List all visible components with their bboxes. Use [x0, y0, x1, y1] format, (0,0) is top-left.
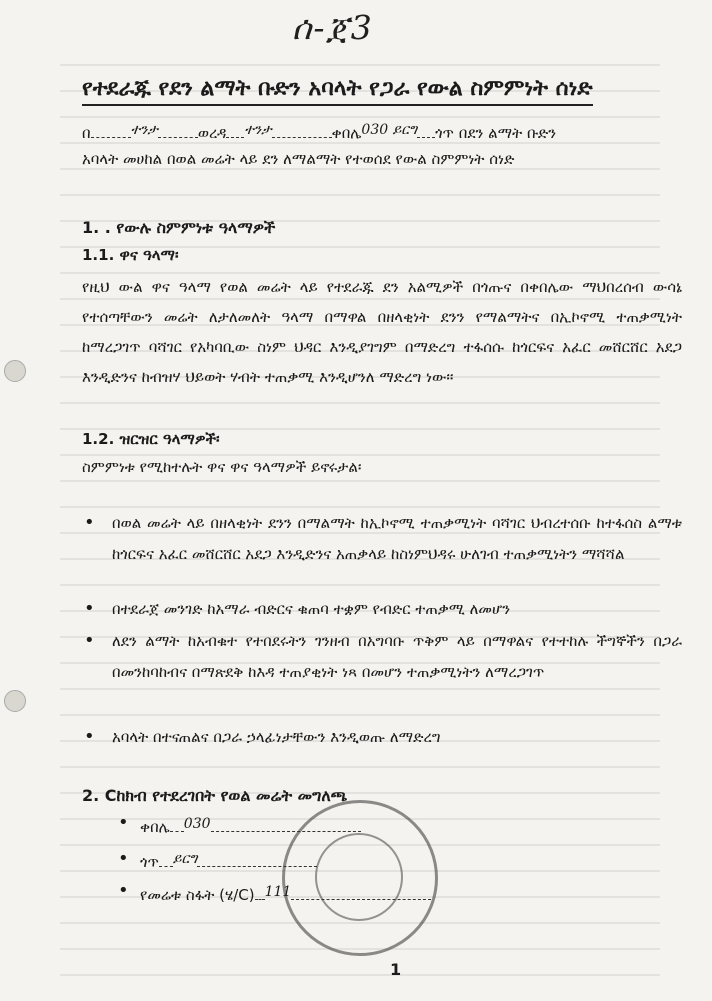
document-title: የተደራጁ የደን ልማት ቡድን አባላት የጋራ የውል ስምምነት ሰነድ [82, 76, 593, 106]
bullet-dot: • [84, 512, 95, 533]
kebele-number-handwritten: 030 ይርግ [361, 122, 418, 138]
objective-item-4: አባላት በተናጠልና በጋራ ኃላፊነታቸውን እንዲወጡ ለማድረግ [112, 728, 441, 746]
field-gote-value: ይርግ [172, 851, 198, 867]
kebele-name-handwritten: ተንታ [244, 122, 272, 138]
field-gote [140, 853, 317, 871]
section1-sub2-intro: ስምምነቱ የሚከተሉት ዋና ዋና ዓላማዎች ይኖሩታል፡ [82, 458, 362, 476]
field-area-value: 111 [264, 884, 292, 900]
bullet-dot: • [84, 630, 95, 651]
section1-sub2-heading: 1.2. ዝርዝር ዓላማዎች፡ [82, 430, 220, 448]
field-kebele-label: ቀበሌ [140, 818, 170, 836]
field-area [140, 886, 431, 904]
section1-sub1-paragraph: የዚህ ውል ዋና ዓላማ የወል መሬት ላይ የተደራጁ ደን አልሚዎች በጎጡና በቀበሌው ማህበረሰብ ውሳኔ የተሰጣቸውን መሬት ለታለመለት ዓላማ በማዋል በዘላቂነት ደንን የማልማትና በኢኮኖሚ ተጠቃሚነት ከማረጋገጥ ባሻገር የአካባቢው ስነም ህዳር እንዲያገግም በማድረግ ተፋሰሱ ከጎርፍና አፈር መሸርሸር አደጋ እንዲድንና ከብዝሃ ህይወት ሃብት ተጠቃሚ እንዲሆንለ ማድረግ ነው፡፡ [82, 278, 682, 386]
field-kebele-value: 030 [183, 816, 211, 832]
intro-line-2-text: አባላት መሀከል በወል መሬት ላይ ደን ለማልማት የተወሰደ [82, 150, 391, 168]
intro-line-2 [82, 150, 514, 168]
intro-prefix: በ [82, 124, 91, 142]
punch-hole-top [4, 360, 26, 382]
field-gote-label: ጎጥ [140, 853, 159, 871]
woreda-label: ወረዳ [197, 124, 227, 142]
objective-item-2: በተደራጀ መንገድ ከአማራ ብድርና ቁጠባ ተቋም የብድር ተጠቃሚ ለመሆን [112, 600, 511, 618]
page-number: 1 [390, 960, 402, 979]
bullet-dot: • [118, 880, 129, 901]
handwritten-header-note: ሰ-ጀ3 [292, 8, 374, 47]
intro-line-1-end: ጎጥ በደን ልማት ቡድን [435, 124, 557, 142]
intro-line-2-end: የውል ስምምነት ሰነድ [395, 150, 515, 168]
section2-heading: 2. Cከክብ የተደረገበት የወል መሬት መግለጫ [82, 786, 348, 805]
kebele-label: ቀበሌ [331, 124, 362, 142]
bullet-dot: • [84, 598, 95, 619]
objective-item-1: በወል መሬት ላይ በዘላቂነት ደንን በማልማት ከኢኮኖሚ ተጠቃሚነት ባሻገር ህብረተሰቡ ከተፋሰስ ልማቱ ከጎርፍና አፈር መሸርሸር አደጋ እንዲድንና አጠቃላይ ከስነምህዳሩ ሁለገብ ተጠቃሚነትን ማሻሻል [112, 514, 682, 563]
objective-item-3: ለደን ልማት ከአብቁተ የተበደሩትን ገንዘብ በአግባቡ ጥቅም ላይ በማዋልና የተተከሉ ችግኞችን በጋራ በመንከባከብና በማጽደቅ ከእዳ ተጠያቂነት ነጻ በመሆን ተጠቃሚነትን ለማረጋገጥ [112, 632, 682, 681]
intro-line-1 [82, 124, 556, 142]
bullet-dot: • [118, 812, 129, 833]
field-kebele [140, 818, 361, 836]
section1-sub1-heading: 1.1. ዋና ዓላማ፡ [82, 246, 179, 264]
section1-heading: 1. . የውሉ ስምምነቱ ዓላማዎች [82, 218, 276, 237]
punch-hole-bottom [4, 690, 26, 712]
woreda-handwritten: ተንታ [130, 122, 158, 138]
bullet-dot: • [118, 848, 129, 869]
bullet-dot: • [84, 726, 95, 747]
field-area-label: የመሬቱ ስፋት (ሄ/C) [140, 886, 255, 904]
